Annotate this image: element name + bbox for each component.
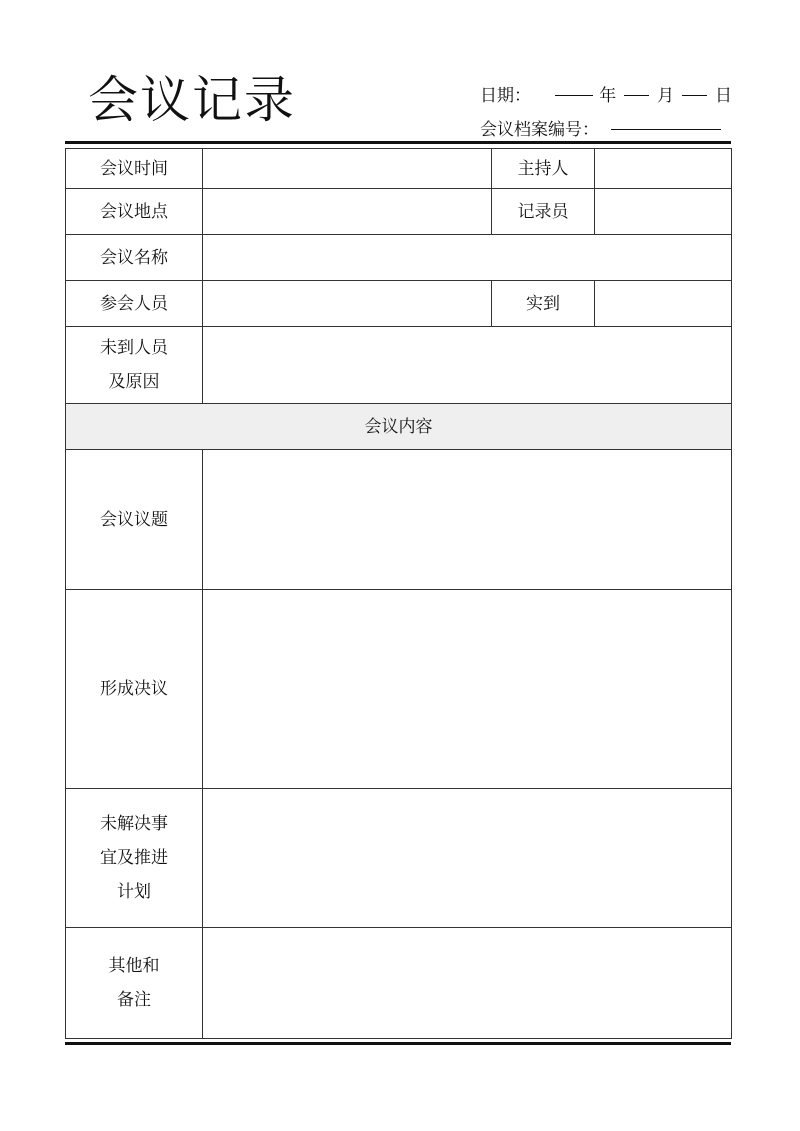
archive-row (480, 114, 732, 140)
other-label-line: 备注 (117, 990, 151, 1010)
table-row (66, 789, 732, 928)
meeting-name-field[interactable] (203, 235, 732, 281)
month-blank[interactable] (624, 95, 649, 96)
table-row (66, 327, 732, 404)
page-title: 会议记录 (88, 71, 296, 129)
absent-label (66, 327, 203, 404)
absent-label-line: 及原因 (108, 372, 160, 392)
year-blank[interactable] (555, 95, 593, 96)
day-label: 日 (715, 85, 733, 106)
other-field[interactable] (203, 928, 732, 1039)
bottom-rule (65, 1042, 731, 1045)
table-row (66, 404, 732, 450)
other-label (66, 928, 203, 1039)
pending-field[interactable] (203, 789, 732, 928)
table-row (66, 928, 732, 1039)
present-label: 实到 (492, 281, 595, 327)
meeting-name-label: 会议名称 (66, 235, 203, 281)
pending-label-line: 宜及推进 (100, 848, 168, 868)
meeting-place-label: 会议地点 (66, 189, 203, 235)
host-field[interactable] (595, 149, 732, 189)
top-rule (65, 141, 731, 144)
date-label: 日期： (480, 85, 531, 106)
content-section-header: 会议内容 (66, 404, 732, 450)
day-blank[interactable] (682, 95, 707, 96)
topics-field[interactable] (203, 450, 732, 590)
present-field[interactable] (595, 281, 732, 327)
table-row (66, 235, 732, 281)
month-label: 月 (657, 85, 675, 106)
resolutions-field[interactable] (203, 590, 732, 789)
host-label: 主持人 (492, 149, 595, 189)
meeting-time-label: 会议时间 (66, 149, 203, 189)
topics-label: 会议议题 (66, 450, 203, 590)
header-meta (480, 80, 732, 140)
table-row (66, 281, 732, 327)
table-row (66, 149, 732, 189)
date-row (480, 80, 732, 106)
attendees-field[interactable] (203, 281, 492, 327)
recorder-field[interactable] (595, 189, 732, 235)
pending-label (66, 789, 203, 928)
absent-label-line: 未到人员 (100, 338, 168, 358)
meeting-place-field[interactable] (203, 189, 492, 235)
archive-label: 会议档案编号： (480, 119, 599, 140)
meeting-time-field[interactable] (203, 149, 492, 189)
table-row (66, 189, 732, 235)
other-label-line: 其他和 (108, 956, 160, 976)
table-row (66, 590, 732, 789)
pending-label-line: 计划 (117, 882, 151, 902)
year-label: 年 (599, 85, 617, 106)
meeting-record-table (65, 148, 732, 1039)
resolutions-label: 形成决议 (66, 590, 203, 789)
pending-label-line: 未解决事 (100, 814, 168, 834)
archive-number-blank[interactable] (611, 129, 721, 130)
table-row (66, 450, 732, 590)
attendees-label: 参会人员 (66, 281, 203, 327)
recorder-label: 记录员 (492, 189, 595, 235)
absent-field[interactable] (203, 327, 732, 404)
